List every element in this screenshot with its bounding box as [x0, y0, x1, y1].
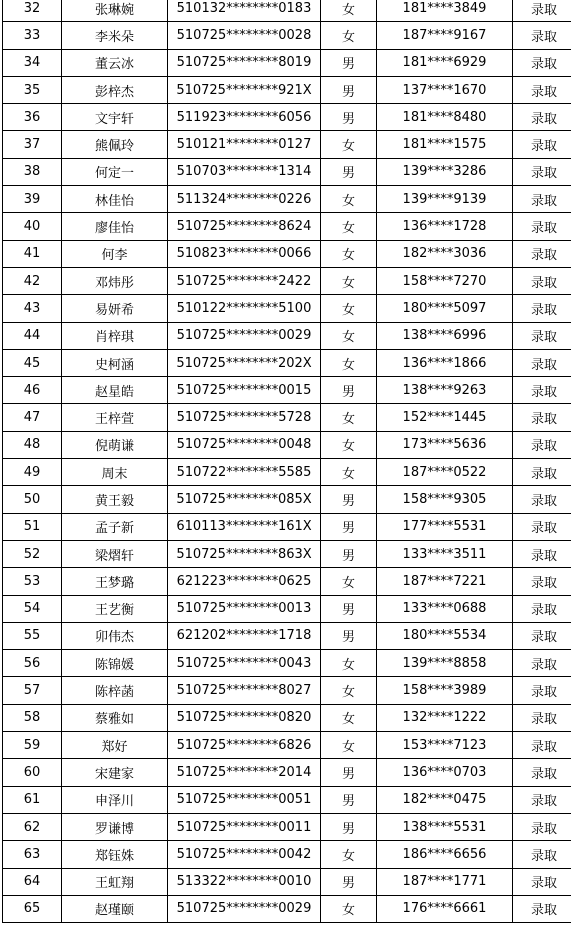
gender-cell: 男	[321, 377, 377, 404]
table-row	[3, 732, 571, 759]
table-row	[3, 0, 571, 22]
admission-status-cell: 录取	[513, 431, 571, 458]
row-number-cell: 60	[3, 759, 62, 786]
student-name-cell: 李米朵	[62, 22, 168, 49]
admission-status-cell: 录取	[513, 240, 571, 267]
admission-status-cell: 录取	[513, 677, 571, 704]
table-row	[3, 186, 571, 213]
row-number-cell: 51	[3, 513, 62, 540]
admission-status-cell: 录取	[513, 841, 571, 868]
phone-number-cell: 139****8858	[377, 650, 513, 677]
student-name-cell: 王虹翔	[62, 868, 168, 895]
phone-number-cell: 158****9305	[377, 486, 513, 513]
id-number-cell: 610113********161X	[168, 513, 321, 540]
table-row	[3, 431, 571, 458]
table-row	[3, 704, 571, 731]
phone-number-cell: 187****7221	[377, 568, 513, 595]
row-number-cell: 53	[3, 568, 62, 595]
table-row	[3, 22, 571, 49]
admission-status-cell: 录取	[513, 540, 571, 567]
table-row	[3, 813, 571, 840]
table-row	[3, 104, 571, 131]
student-name-cell: 何李	[62, 240, 168, 267]
id-number-cell: 510725********0042	[168, 841, 321, 868]
table-row	[3, 349, 571, 376]
id-number-cell: 510121********0127	[168, 131, 321, 158]
student-name-cell: 郑好	[62, 732, 168, 759]
id-number-cell: 510725********863X	[168, 540, 321, 567]
table-row	[3, 267, 571, 294]
table-row	[3, 677, 571, 704]
row-number-cell: 37	[3, 131, 62, 158]
admission-status-cell: 录取	[513, 158, 571, 185]
gender-cell: 男	[321, 868, 377, 895]
phone-number-cell: 153****7123	[377, 732, 513, 759]
id-number-cell: 510823********0066	[168, 240, 321, 267]
phone-number-cell: 187****9167	[377, 22, 513, 49]
admission-status-cell: 录取	[513, 704, 571, 731]
table-row	[3, 650, 571, 677]
row-number-cell: 59	[3, 732, 62, 759]
gender-cell: 女	[321, 568, 377, 595]
admission-status-cell: 录取	[513, 459, 571, 486]
student-name-cell: 林佳怡	[62, 186, 168, 213]
phone-number-cell: 138****6996	[377, 322, 513, 349]
admission-status-cell: 录取	[513, 895, 571, 922]
phone-number-cell: 177****5531	[377, 513, 513, 540]
admission-status-cell: 录取	[513, 22, 571, 49]
table-row	[3, 759, 571, 786]
row-number-cell: 47	[3, 404, 62, 431]
phone-number-cell: 181****1575	[377, 131, 513, 158]
student-name-cell: 赵瑾颐	[62, 895, 168, 922]
student-name-cell: 王梦璐	[62, 568, 168, 595]
gender-cell: 男	[321, 813, 377, 840]
student-name-cell: 周末	[62, 459, 168, 486]
admission-status-cell: 录取	[513, 322, 571, 349]
row-number-cell: 61	[3, 786, 62, 813]
gender-cell: 男	[321, 158, 377, 185]
phone-number-cell: 180****5534	[377, 622, 513, 649]
row-number-cell: 40	[3, 213, 62, 240]
row-number-cell: 39	[3, 186, 62, 213]
id-number-cell: 510725********0029	[168, 322, 321, 349]
gender-cell: 女	[321, 322, 377, 349]
admission-status-cell: 录取	[513, 404, 571, 431]
table-row	[3, 786, 571, 813]
phone-number-cell: 138****5531	[377, 813, 513, 840]
phone-number-cell: 182****0475	[377, 786, 513, 813]
id-number-cell: 510703********1314	[168, 158, 321, 185]
gender-cell: 女	[321, 131, 377, 158]
id-number-cell: 510725********0029	[168, 895, 321, 922]
admission-status-cell: 录取	[513, 131, 571, 158]
id-number-cell: 621223********0625	[168, 568, 321, 595]
admission-status-cell: 录取	[513, 568, 571, 595]
gender-cell: 男	[321, 540, 377, 567]
table-row	[3, 404, 571, 431]
id-number-cell: 510725********8019	[168, 49, 321, 76]
row-number-cell: 42	[3, 267, 62, 294]
row-number-cell: 63	[3, 841, 62, 868]
row-number-cell: 32	[3, 0, 62, 22]
student-name-cell: 宋建家	[62, 759, 168, 786]
gender-cell: 女	[321, 0, 377, 22]
student-name-cell: 邓炜彤	[62, 267, 168, 294]
gender-cell: 女	[321, 295, 377, 322]
id-number-cell: 510725********0048	[168, 431, 321, 458]
admission-status-cell: 录取	[513, 104, 571, 131]
id-number-cell: 510725********2014	[168, 759, 321, 786]
row-number-cell: 65	[3, 895, 62, 922]
row-number-cell: 41	[3, 240, 62, 267]
student-name-cell: 董云冰	[62, 49, 168, 76]
table-row	[3, 841, 571, 868]
id-number-cell: 510725********0051	[168, 786, 321, 813]
phone-number-cell: 136****1866	[377, 349, 513, 376]
student-name-cell: 梁熠轩	[62, 540, 168, 567]
phone-number-cell: 137****1670	[377, 76, 513, 103]
row-number-cell: 36	[3, 104, 62, 131]
phone-number-cell: 138****9263	[377, 377, 513, 404]
row-number-cell: 57	[3, 677, 62, 704]
admission-table	[2, 0, 571, 923]
row-number-cell: 64	[3, 868, 62, 895]
table-row	[3, 377, 571, 404]
table-row	[3, 486, 571, 513]
student-name-cell: 肖梓琪	[62, 322, 168, 349]
table-row	[3, 595, 571, 622]
id-number-cell: 510722********5585	[168, 459, 321, 486]
id-number-cell: 510122********5100	[168, 295, 321, 322]
row-number-cell: 38	[3, 158, 62, 185]
table-row	[3, 513, 571, 540]
gender-cell: 男	[321, 513, 377, 540]
phone-number-cell: 133****3511	[377, 540, 513, 567]
admission-status-cell: 录取	[513, 267, 571, 294]
student-name-cell: 倪萌谦	[62, 431, 168, 458]
gender-cell: 女	[321, 22, 377, 49]
phone-number-cell: 182****3036	[377, 240, 513, 267]
id-number-cell: 510725********8624	[168, 213, 321, 240]
table-row	[3, 295, 571, 322]
phone-number-cell: 187****0522	[377, 459, 513, 486]
row-number-cell: 33	[3, 22, 62, 49]
student-name-cell: 王梓萱	[62, 404, 168, 431]
admission-status-cell: 录取	[513, 349, 571, 376]
id-number-cell: 510132********0183	[168, 0, 321, 22]
phone-number-cell: 152****1445	[377, 404, 513, 431]
admission-status-cell: 录取	[513, 213, 571, 240]
gender-cell: 女	[321, 186, 377, 213]
id-number-cell: 511324********0226	[168, 186, 321, 213]
student-name-cell: 文宇轩	[62, 104, 168, 131]
gender-cell: 男	[321, 622, 377, 649]
row-number-cell: 43	[3, 295, 62, 322]
table-row	[3, 76, 571, 103]
admission-status-cell: 录取	[513, 186, 571, 213]
id-number-cell: 510725********2422	[168, 267, 321, 294]
student-name-cell: 彭梓杰	[62, 76, 168, 103]
table-row	[3, 868, 571, 895]
row-number-cell: 35	[3, 76, 62, 103]
gender-cell: 男	[321, 104, 377, 131]
admission-status-cell: 录取	[513, 49, 571, 76]
table-row	[3, 459, 571, 486]
admission-status-cell: 录取	[513, 786, 571, 813]
table-row	[3, 158, 571, 185]
row-number-cell: 55	[3, 622, 62, 649]
gender-cell: 男	[321, 786, 377, 813]
id-number-cell: 511923********6056	[168, 104, 321, 131]
phone-number-cell: 133****0688	[377, 595, 513, 622]
admission-status-cell: 录取	[513, 513, 571, 540]
id-number-cell: 510725********0043	[168, 650, 321, 677]
row-number-cell: 34	[3, 49, 62, 76]
admission-status-cell: 录取	[513, 868, 571, 895]
id-number-cell: 510725********0015	[168, 377, 321, 404]
phone-number-cell: 181****8480	[377, 104, 513, 131]
gender-cell: 女	[321, 732, 377, 759]
row-number-cell: 44	[3, 322, 62, 349]
admission-status-cell: 录取	[513, 76, 571, 103]
id-number-cell: 510725********921X	[168, 76, 321, 103]
gender-cell: 男	[321, 76, 377, 103]
student-name-cell: 张琳婉	[62, 0, 168, 22]
student-name-cell: 卯伟杰	[62, 622, 168, 649]
gender-cell: 男	[321, 49, 377, 76]
student-name-cell: 罗谦博	[62, 813, 168, 840]
student-name-cell: 史柯涵	[62, 349, 168, 376]
id-number-cell: 510725********202X	[168, 349, 321, 376]
id-number-cell: 621202********1718	[168, 622, 321, 649]
admission-status-cell: 录取	[513, 486, 571, 513]
gender-cell: 女	[321, 240, 377, 267]
admission-status-cell: 录取	[513, 0, 571, 22]
student-name-cell: 熊佩玲	[62, 131, 168, 158]
student-name-cell: 易妍希	[62, 295, 168, 322]
table-row	[3, 540, 571, 567]
id-number-cell: 510725********6826	[168, 732, 321, 759]
gender-cell: 女	[321, 349, 377, 376]
table-row	[3, 240, 571, 267]
table-row	[3, 322, 571, 349]
gender-cell: 女	[321, 459, 377, 486]
admission-status-cell: 录取	[513, 732, 571, 759]
phone-number-cell: 187****1771	[377, 868, 513, 895]
student-name-cell: 申泽川	[62, 786, 168, 813]
table-row	[3, 213, 571, 240]
id-number-cell: 513322********0010	[168, 868, 321, 895]
gender-cell: 女	[321, 404, 377, 431]
id-number-cell: 510725********0013	[168, 595, 321, 622]
id-number-cell: 510725********5728	[168, 404, 321, 431]
student-name-cell: 孟子新	[62, 513, 168, 540]
admission-status-cell: 录取	[513, 759, 571, 786]
row-number-cell: 46	[3, 377, 62, 404]
admission-status-cell: 录取	[513, 377, 571, 404]
gender-cell: 女	[321, 704, 377, 731]
student-name-cell: 黄王毅	[62, 486, 168, 513]
row-number-cell: 49	[3, 459, 62, 486]
gender-cell: 女	[321, 267, 377, 294]
gender-cell: 女	[321, 431, 377, 458]
admission-status-cell: 录取	[513, 622, 571, 649]
student-name-cell: 何定一	[62, 158, 168, 185]
student-name-cell: 陈梓菡	[62, 677, 168, 704]
row-number-cell: 54	[3, 595, 62, 622]
gender-cell: 女	[321, 213, 377, 240]
id-number-cell: 510725********0820	[168, 704, 321, 731]
student-name-cell: 陈锦媛	[62, 650, 168, 677]
row-number-cell: 45	[3, 349, 62, 376]
id-number-cell: 510725********0011	[168, 813, 321, 840]
table-row	[3, 622, 571, 649]
phone-number-cell: 180****5097	[377, 295, 513, 322]
phone-number-cell: 181****3849	[377, 0, 513, 22]
phone-number-cell: 181****6929	[377, 49, 513, 76]
row-number-cell: 58	[3, 704, 62, 731]
gender-cell: 女	[321, 895, 377, 922]
admission-status-cell: 录取	[513, 295, 571, 322]
row-number-cell: 56	[3, 650, 62, 677]
student-name-cell: 赵星皓	[62, 377, 168, 404]
admission-status-cell: 录取	[513, 650, 571, 677]
phone-number-cell: 139****3286	[377, 158, 513, 185]
row-number-cell: 62	[3, 813, 62, 840]
admission-status-cell: 录取	[513, 595, 571, 622]
row-number-cell: 52	[3, 540, 62, 567]
id-number-cell: 510725********8027	[168, 677, 321, 704]
student-name-cell: 郑钰姝	[62, 841, 168, 868]
student-name-cell: 廖佳怡	[62, 213, 168, 240]
gender-cell: 女	[321, 650, 377, 677]
table-row	[3, 49, 571, 76]
phone-number-cell: 158****7270	[377, 267, 513, 294]
phone-number-cell: 176****6661	[377, 895, 513, 922]
gender-cell: 女	[321, 841, 377, 868]
phone-number-cell: 136****0703	[377, 759, 513, 786]
row-number-cell: 50	[3, 486, 62, 513]
row-number-cell: 48	[3, 431, 62, 458]
admission-table-body	[3, 0, 571, 923]
phone-number-cell: 158****3989	[377, 677, 513, 704]
phone-number-cell: 139****9139	[377, 186, 513, 213]
gender-cell: 男	[321, 486, 377, 513]
table-row	[3, 568, 571, 595]
gender-cell: 女	[321, 677, 377, 704]
gender-cell: 男	[321, 595, 377, 622]
gender-cell: 男	[321, 759, 377, 786]
phone-number-cell: 136****1728	[377, 213, 513, 240]
student-name-cell: 王艺衡	[62, 595, 168, 622]
table-row	[3, 131, 571, 158]
phone-number-cell: 132****1222	[377, 704, 513, 731]
phone-number-cell: 173****5636	[377, 431, 513, 458]
id-number-cell: 510725********0028	[168, 22, 321, 49]
student-name-cell: 蔡雅如	[62, 704, 168, 731]
id-number-cell: 510725********085X	[168, 486, 321, 513]
admission-status-cell: 录取	[513, 813, 571, 840]
phone-number-cell: 186****6656	[377, 841, 513, 868]
table-row	[3, 895, 571, 922]
